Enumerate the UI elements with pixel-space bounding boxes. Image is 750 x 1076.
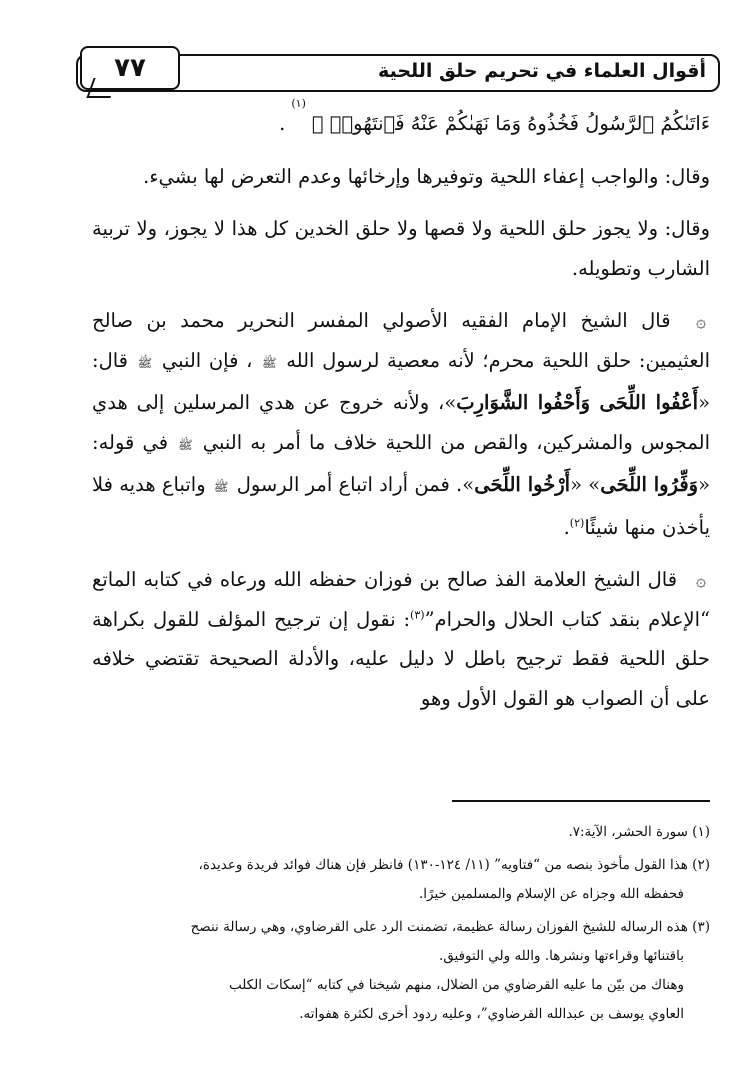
- footnote-2: [92, 851, 710, 909]
- salawat-glyph: ﷺ: [213, 480, 229, 494]
- footnote-line: (٢) هذا القول مأخوذ بنصه من “فتاويه” (١١/ ١٢٤-١٣٠) فانظر فإن هناك فوائد فريدة وعديدة،: [198, 857, 710, 873]
- text-segment: في قوله: «: [92, 430, 711, 496]
- main-text: [92, 97, 711, 731]
- text-segment: قال: «: [92, 348, 710, 414]
- text-segment: » «: [570, 473, 601, 496]
- footnote-line: العاوي يوسف بن عبدالله القرضاوي”، وعليه ردود أخرى لكثرة هفواته.: [299, 1006, 684, 1022]
- star-ornament-icon: ۞: [696, 571, 706, 591]
- paragraph-prohibition: وقال: ولا يجوز حلق اللحية ولا قصها ولا حلق الخدين كل هذا لا يجوز، ولا تربية الشارب وتطويله.: [92, 217, 710, 280]
- page-header: [76, 54, 720, 92]
- text-segment: ». فمن أراد اتباع أمر الرسول: [236, 473, 475, 496]
- footnote-line: فحفظه الله وجزاه عن الإسلام والمسلمين خيرًا.: [418, 886, 684, 902]
- footnote-ref-2: (٢): [569, 516, 585, 529]
- text-segment: ، فإن النبي: [161, 348, 253, 372]
- footnote-divider: [452, 800, 710, 802]
- footnote-1: (١) سورة الحشر، الآية:٧.: [568, 824, 710, 840]
- footnote-line: وهناك من بيّن ما عليه القرضاوي من الضلال، منهم شيخنا في كتابه “إسكات الكلب: [228, 977, 684, 993]
- salawat-glyph: ﷺ: [137, 355, 153, 370]
- footnotes: [92, 818, 710, 1033]
- paragraph-fawzan: [92, 560, 710, 718]
- footnote-ref-3: (٣): [410, 608, 425, 621]
- paragraph-uthaymeen: [92, 301, 710, 547]
- text-segment: : نقول إن ترجيح المؤلف للقول بكراهة حلق اللحية فقط ترجيح باطل لا دليل عليه، والأدلة الصحيحة تقتضي خلافه على أن الصواب هو القول الأول وهو: [92, 607, 710, 710]
- running-title: أقوال العلماء في تحريم حلق اللحية: [378, 60, 706, 82]
- text-segment: .: [563, 515, 570, 539]
- page-number: ٧٧: [114, 53, 146, 83]
- paragraph-obligation: وقال: والواجب إعفاء اللحية وتوفيرها وإرخائها وعدم التعرض لها بشيء.: [143, 164, 710, 188]
- salawat-glyph: ﷺ: [178, 437, 193, 452]
- verse-end-dot: .: [279, 112, 286, 135]
- text-segment: واتباع هديه فلا يأخذن منها شيئًا: [92, 473, 710, 539]
- footnote-line: باقتنائها وقراءتها ونشرها. والله ولي التوفيق.: [438, 948, 684, 964]
- text-segment: »، ولأنه خروج عن هدي المرسلين إلى هدي المجوس والمشركين، والقص من اللحية خلاف ما أمر به النبي: [92, 391, 711, 454]
- star-ornament-icon: ۞: [696, 312, 706, 332]
- hadith-quote: أَرْخُوا اللِّحَى: [474, 473, 571, 496]
- footnote-ref-1: (١): [291, 97, 306, 110]
- footnote-3: [92, 913, 710, 1029]
- text-segment: قال الشيخ العلامة الفذ صالح بن فوزان حفظه الله ورعاه في كتابه الماتع “الإعلام بنقد كتاب الحلال والحرام”: [92, 568, 710, 631]
- hadith-quote: أَعْفُوا اللِّحَى وَأَحْفُوا الشَّوَارِبَ: [456, 391, 699, 414]
- salawat-glyph: ﷺ: [262, 355, 277, 370]
- quran-verse: [92, 97, 710, 144]
- hadith-quote: وَفِّرُوا اللِّحَى: [600, 473, 699, 496]
- verse-text: ءَاتَىٰكُمُ ٱلرَّسُولُ فَخُذُوهُ وَمَا نَهَىٰكُمْ عَنْهُ فَٱنتَهُوا۟ ﴾: [311, 112, 710, 135]
- text-segment: قال الشيخ الإمام الفقيه الأصولي المفسر النحرير محمد بن صالح العثيمين: حلق اللحية محرم؛ لأنه معصية لرسول الله: [92, 309, 711, 372]
- footnote-line: (٣) هذه الرساله للشيخ الفوزان رسالة عظيمة، تضمنت الرد على القرضاوي، وهي رسالة ننصح: [190, 919, 710, 935]
